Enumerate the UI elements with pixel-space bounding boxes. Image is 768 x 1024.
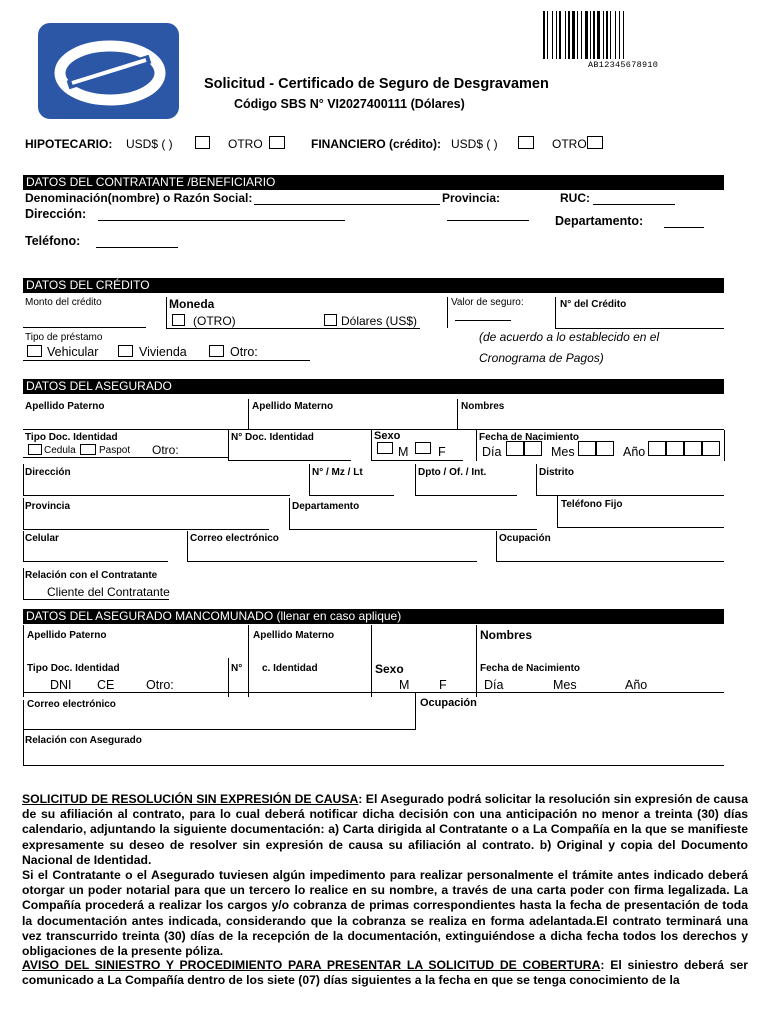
otro-doc-label: Otro: (152, 443, 179, 457)
manc-mes-label: Mes (553, 678, 577, 692)
ncredito-field[interactable] (555, 328, 724, 329)
dia-label: Día (482, 445, 502, 459)
pasaporte-label: Paspot (99, 445, 131, 456)
direccion-field[interactable] (98, 220, 345, 221)
direccion-aseg-field[interactable] (23, 495, 290, 496)
form-title: Solicitud - Certificado de Seguro de Desgravamen (204, 76, 549, 92)
manc-relacion-field[interactable] (23, 765, 724, 766)
section-credito-header: DATOS DEL CRÉDITO (23, 278, 724, 293)
nota-linea1: (de acuerdo a lo establecido en el (479, 330, 660, 344)
financiero-usd-checkbox[interactable] (518, 136, 534, 149)
correo-aseg-field[interactable] (187, 561, 477, 562)
correo-aseg-label: Correo electrónico (190, 533, 279, 544)
denominacion-field[interactable] (254, 204, 440, 205)
tel-fijo-field[interactable] (557, 527, 724, 528)
divider-11 (23, 498, 24, 529)
relacion-value[interactable]: Cliente del Contratante (47, 585, 170, 599)
telefono-field[interactable] (96, 247, 178, 248)
mes-label: Mes (551, 445, 575, 459)
celular-field[interactable] (23, 561, 168, 562)
manc-fecha-nac-label: Fecha de Nacimiento (480, 663, 581, 674)
mes-box-2[interactable] (596, 441, 614, 456)
moneda-otro-label: (OTRO) (193, 314, 236, 328)
divider-9 (415, 464, 416, 495)
manc-ap-paterno-label: Apellido Paterno (27, 630, 107, 641)
provincia-label: Provincia: (442, 191, 501, 205)
ap-materno-field[interactable] (248, 429, 457, 430)
barcode (542, 11, 660, 64)
divider-4 (371, 430, 372, 461)
moneda-underline (166, 328, 420, 329)
contratante-paragraph (22, 868, 748, 959)
aviso-paragraph (22, 958, 748, 988)
provincia-aseg-label: Provincia (25, 501, 71, 512)
vehicular-label: Vehicular (47, 345, 99, 359)
manc-otro-label: Otro: (146, 678, 174, 692)
manc-ce-label: CE (97, 678, 115, 692)
relacion-underline (23, 599, 169, 600)
dpto-field[interactable] (415, 495, 517, 496)
ap-paterno-label: Apellido Paterno (25, 401, 105, 412)
manc-row-underline (23, 692, 724, 693)
hipotecario-otro-label: OTRO (228, 137, 263, 151)
valor-divider (447, 297, 448, 328)
moneda-label: Moneda (169, 297, 215, 311)
telefono-label: Teléfono: (25, 234, 81, 248)
divider-3 (228, 430, 229, 461)
manc-nombres-label: Nombres (480, 628, 533, 642)
sexo-m-label: M (398, 445, 409, 459)
barcode-number: AB12345678910 (588, 60, 659, 70)
tipo-prestamo-underline (23, 360, 310, 361)
manc-divider-2 (371, 625, 372, 697)
moneda-dolares-label: Dólares (US$) (341, 314, 418, 328)
manc-divider-7 (23, 730, 24, 766)
nombres-field[interactable] (457, 429, 724, 430)
form-subtitle: Código SBS N° VI2027400111 (Dólares) (234, 97, 465, 111)
ruc-field[interactable] (593, 204, 675, 205)
valor-seguro-label: Valor de seguro: (451, 297, 524, 308)
celular-label: Celular (25, 533, 59, 544)
manc-divider-6 (23, 700, 24, 730)
manc-ap-materno-label: Apellido Materno (253, 630, 335, 641)
n-doc-field[interactable] (228, 460, 351, 461)
n-doc-label: N° Doc. Identidad (231, 432, 314, 443)
anio-box-3[interactable] (684, 441, 702, 456)
provincia-field[interactable] (447, 220, 529, 221)
monto-label: Monto del crédito (25, 297, 102, 308)
resolucion-text: : El Asegurado podrá solicitar la resolución sin expresión de causa de su afiliación al contrato, para lo cual deberá notificar dicha decisión con una anticipación no menor a treinta (30) días calendario, adjuntando la siguiente documentación: a) Carta dirigida al Contratante o a La Compañía en la que se manifieste expresamente su deseo de resolver sin expresión de causa su afiliación al contrato. b) Original y copia del Documento Nacional de Identidad. (22, 792, 748, 867)
section-mancomunado-header: DATOS DEL ASEGURADO MANCOMUNADO (llenar en caso aplique) (23, 609, 724, 624)
divider-8 (309, 464, 310, 495)
tipo-prestamo-label: Tipo de préstamo (25, 332, 103, 343)
divider-13 (557, 496, 558, 527)
manc-correo-field[interactable] (23, 729, 415, 730)
manc-tipo-doc-label: Tipo Doc. Identidad (27, 663, 120, 674)
mes-box-1[interactable] (578, 441, 596, 456)
provincia-aseg-field[interactable] (23, 529, 269, 530)
fecha-nac-label: Fecha de Nacimiento (479, 432, 580, 443)
divider-2 (457, 399, 458, 430)
manc-c-identidad-label: c. Identidad (262, 663, 318, 674)
aviso-title: AVISO DEL SINIESTRO Y PROCEDIMIENTO PARA PRESENTAR LA SOLICITUD DE COBERTURA (22, 958, 601, 972)
dia-box-1[interactable] (506, 441, 524, 456)
divider-5 (476, 430, 477, 461)
manc-ocupacion-label: Ocupación (420, 697, 477, 709)
manc-divider-3 (476, 625, 477, 697)
manc-divider-left (23, 625, 24, 697)
manc-n-label: N° (231, 663, 243, 674)
financiero-otro-checkbox[interactable] (587, 136, 603, 149)
departamento-field[interactable] (664, 227, 704, 228)
manc-divider-1 (248, 625, 249, 697)
moneda-dolares-checkbox[interactable] (324, 314, 337, 326)
divider-12 (289, 498, 290, 529)
tipo-doc-label: Tipo Doc. Identidad (25, 432, 118, 443)
monto-divider (166, 297, 167, 328)
distrito-field[interactable] (536, 495, 724, 496)
mz-lt-field[interactable] (309, 495, 394, 496)
anio-label: Año (623, 445, 646, 459)
divider-16 (496, 531, 497, 562)
tel-fijo-label: Teléfono Fijo (561, 499, 623, 510)
ap-paterno-field[interactable] (23, 429, 248, 430)
anio-box-4[interactable] (702, 441, 720, 456)
divider-10 (536, 464, 537, 495)
section-contratante-header: DATOS DEL CONTRATANTE /BENEFICIARIO (23, 175, 724, 190)
financiero-usd-label: USD$ ( ) (451, 137, 498, 151)
ncredito-divider (555, 297, 556, 328)
direccion-label: Dirección: (25, 207, 87, 221)
sexo-f-label: F (438, 445, 446, 459)
anio-box-2[interactable] (666, 441, 684, 456)
manc-anio-label: Año (625, 678, 648, 692)
divider-14 (23, 531, 24, 562)
anio-box-1[interactable] (648, 441, 666, 456)
sexo-label: Sexo (374, 430, 401, 442)
company-logo (38, 23, 179, 119)
manc-m-label: M (399, 678, 410, 692)
financiero-otro-label: OTRO (552, 137, 587, 151)
hipotecario-usd-checkbox[interactable] (195, 136, 210, 149)
divider-17 (23, 568, 24, 600)
hipotecario-usd-label: USD$ ( ) (126, 137, 173, 151)
denominacion-label: Denominación(nombre) o Razón Social: (25, 191, 253, 205)
hipotecario-label: HIPOTECARIO: (25, 137, 113, 151)
vivienda-label: Vivienda (139, 345, 187, 359)
manc-sexo-label: Sexo (375, 662, 404, 676)
cedula-checkbox[interactable] (28, 444, 42, 455)
nombres-label: Nombres (461, 401, 505, 412)
manc-correo-label: Correo electrónico (27, 699, 116, 710)
ruc-label: RUC: (560, 191, 590, 205)
section-asegurado-header: DATOS DEL ASEGURADO (23, 379, 724, 394)
tipo-doc-underline (23, 457, 228, 458)
hipotecario-otro-checkbox[interactable] (269, 136, 285, 149)
dpto-label: Dpto / Of. / Int. (418, 467, 487, 478)
ncredito-label: N° del Crédito (560, 299, 627, 310)
resolucion-paragraph (22, 792, 748, 868)
ocupacion-aseg-field[interactable] (496, 561, 724, 562)
cedula-label: Cedula (44, 445, 76, 456)
divider-15 (187, 531, 188, 562)
departamento-label: Departamento: (555, 214, 644, 228)
manc-dni-label: DNI (50, 678, 72, 692)
divider-6 (724, 430, 725, 461)
departamento-aseg-label: Departamento (292, 501, 360, 512)
nota-linea2: Cronograma de Pagos) (479, 351, 604, 365)
vehicular-checkbox[interactable] (27, 345, 42, 357)
ap-materno-label: Apellido Materno (252, 401, 334, 412)
departamento-aseg-field[interactable] (289, 529, 537, 530)
sexo-f-checkbox[interactable] (415, 442, 431, 454)
manc-relacion-label: Relación con Asegurado (25, 735, 142, 746)
sexo-m-checkbox[interactable] (377, 442, 393, 454)
aviso-text: : El siniestro deberá ser comunicado a La Compañía dentro de los siete (07) días siguientes a la fecha en que se tenga conocimiento de la (22, 958, 748, 988)
pasaporte-checkbox[interactable] (80, 444, 96, 455)
financiero-label: FINANCIERO (crédito): (311, 137, 441, 151)
manc-divider-5 (415, 692, 416, 730)
contratante-text: Si el Contratante o el Asegurado tuviesen algún impedimento para realizar personalmente el trámite antes indicado deberá otorgar un poder notarial para que un tercero lo realice en su nombre, a través de una carta poder con firma legalizada. La Compañía procederá a realizar los cargos y/o cobranza de primas correspondientes hasta la fecha de presentación de toda la documentación antes indicada, considerando que la cobranza se realiza en forma adelantada.El contrato terminará una vez transcurrido treinta (30) días de la recepción de la documentación, extinguiéndose a dicha fecha todos los derechos y obligaciones de la presente póliza. (22, 868, 748, 959)
valor-seguro-field[interactable] (455, 320, 511, 321)
resolucion-title: SOLICITUD DE RESOLUCIÓN SIN EXPRESIÓN DE CAUSA (22, 792, 359, 806)
manc-f-label: F (439, 678, 447, 692)
ocupacion-aseg-label: Ocupación (499, 533, 551, 544)
moneda-otro-checkbox[interactable] (172, 314, 185, 326)
manc-dia-label: Día (484, 678, 504, 692)
otro-prestamo-label: Otro: (230, 345, 258, 359)
divider-1 (248, 399, 249, 430)
vivienda-checkbox[interactable] (118, 345, 133, 357)
mz-lt-label: N° / Mz / Lt (312, 467, 363, 478)
dia-box-2[interactable] (524, 441, 542, 456)
divider-7 (23, 464, 24, 495)
sexo-underline (371, 460, 463, 461)
direccion-aseg-label: Dirección (25, 467, 71, 478)
monto-field[interactable] (23, 327, 146, 328)
distrito-label: Distrito (539, 467, 574, 478)
barcode-icon (542, 11, 660, 59)
otro-prestamo-checkbox[interactable] (209, 345, 224, 357)
logo-mark-icon (38, 23, 179, 119)
relacion-label: Relación con el Contratante (25, 570, 158, 581)
